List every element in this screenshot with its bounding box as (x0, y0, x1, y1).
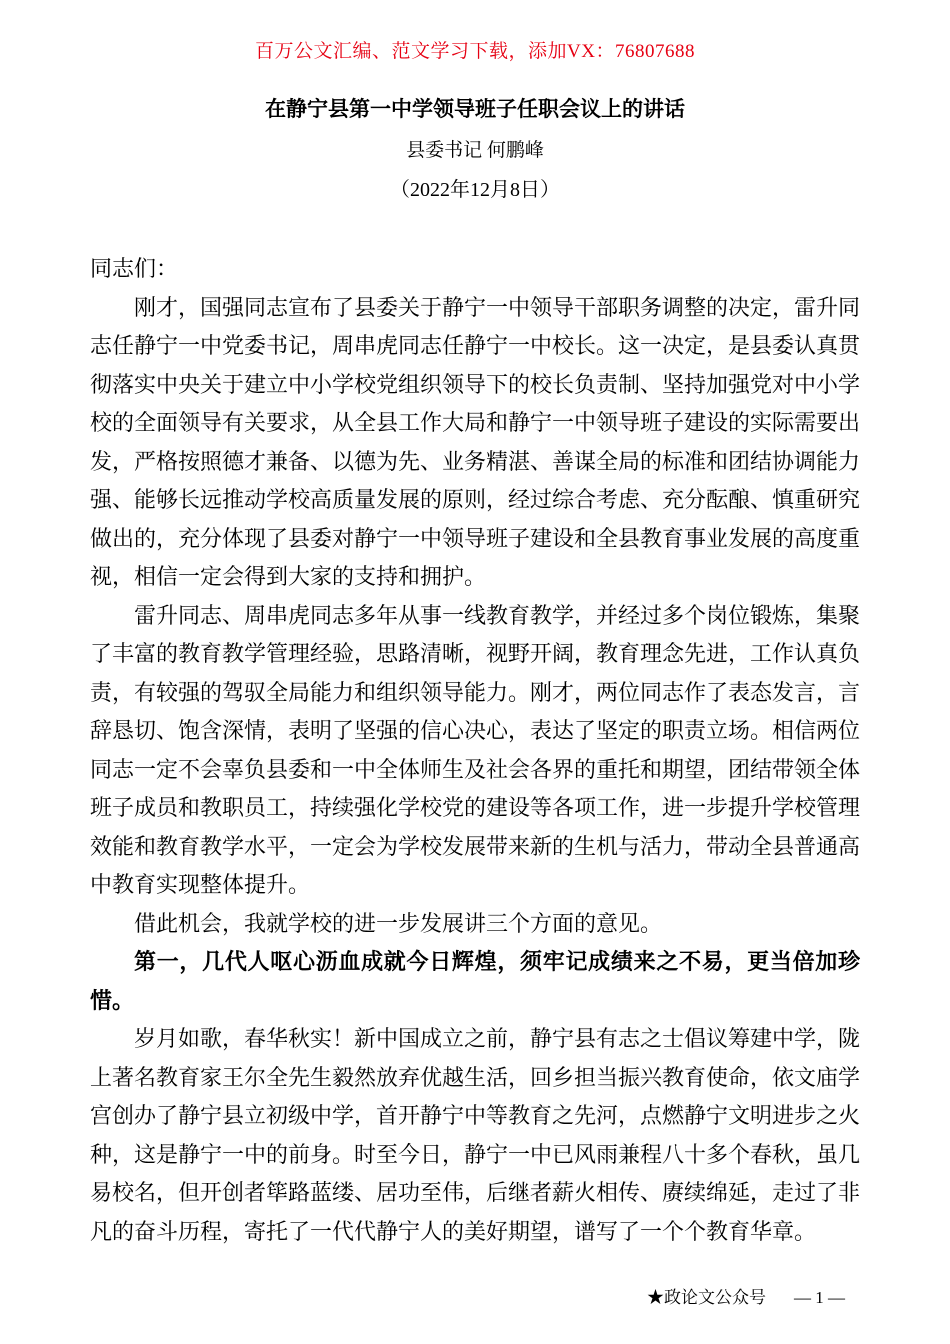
salutation: 同志们： (90, 256, 179, 281)
page-title: 在静宁县第一中学领导班子任职会议上的讲话 (265, 97, 685, 121)
paragraph-2: 雷升同志、周串虎同志多年从事一线教育教学，并经过多个岗位锻炼，集聚了丰富的教育教学管理经验，思路清晰，视野开阔，教育理念先进，工作认真负责，有较强的驾驭全局能力和组织领导能力。刚才，两位同志作了表态发言，言辞恳切、饱含深情，表明了坚强的信心决心，表达了坚定的职责立场。相信两位同志一定不会辜负县委和一中全体师生及社会各界的重托和期望，团结带领全体班子成员和教职员工，持续强化学校党的建设等各项工作，进一步提升学校管理效能和教育教学水平，一定会为学校发展带来新的生机与活力，带动全县普通高中教育实现整体提升。 (90, 602, 861, 897)
author-line: 县委书记 何鹏峰 (406, 140, 544, 161)
page-number: — 1 — (794, 1288, 845, 1307)
paragraph-4: 岁月如歌，春华秋实！新中国成立之前，静宁县有志之士倡议筹建中学，陇上著名教育家王尔全先生毅然放弃优越生活，回乡担当振兴教育使命，依文庙学宫创办了静宁县立初级中学，首开静宁中等教育之先河，点燃静宁文明进步之火种，这是静宁一中的前身。时至今日，静宁一中已风雨兼程八十多个春秋，虽几易校名，但开创者筚路蓝缕、居功至伟，后继者薪火相传、赓续绵延，走过了非凡的奋斗历程，寄托了一代代静宁人的美好期望，谱写了一个个教育华章。 (90, 1026, 861, 1244)
date-line: （2022年12月8日） (390, 179, 560, 201)
paragraph-3: 借此机会，我就学校的进一步发展讲三个方面的意见。 (134, 910, 663, 936)
paragraph-1: 刚才，国强同志宣布了县委关于静宁一中领导干部职务调整的决定，雷升同志任静宁一中党委书记，周串虎同志任静宁一中校长。这一决定，是县委认真贯彻落实中央关于建立中小学校党组织领导下的校长负责制、坚持加强党对中小学校的全面领导有关要求，从全县工作大局和静宁一中领导班子建设的实际需要出发，严格按照德才兼备、以德为先、业务精湛、善谋全局的标准和团结协调能力强、能够长远推动学校高质量发展的原则，经过综合考虑、充分酝酿、慎重研究做出的，充分体现了县委对静宁一中领导班子建设和全县教育事业发展的高度重视，相信一定会得到大家的支持和拥护。 (90, 294, 861, 589)
footer-source: ★政论文公众号 (647, 1288, 766, 1307)
section-heading-1: 第一，几代人呕心沥血成就今日辉煌，须牢记成绩来之不易，更当倍加珍惜。 (90, 949, 860, 1013)
document-body (90, 250, 860, 1251)
page-footer (647, 1283, 845, 1308)
header-notice: 百万公文汇编、范文学习下载，添加VX：76807688 (255, 41, 695, 62)
